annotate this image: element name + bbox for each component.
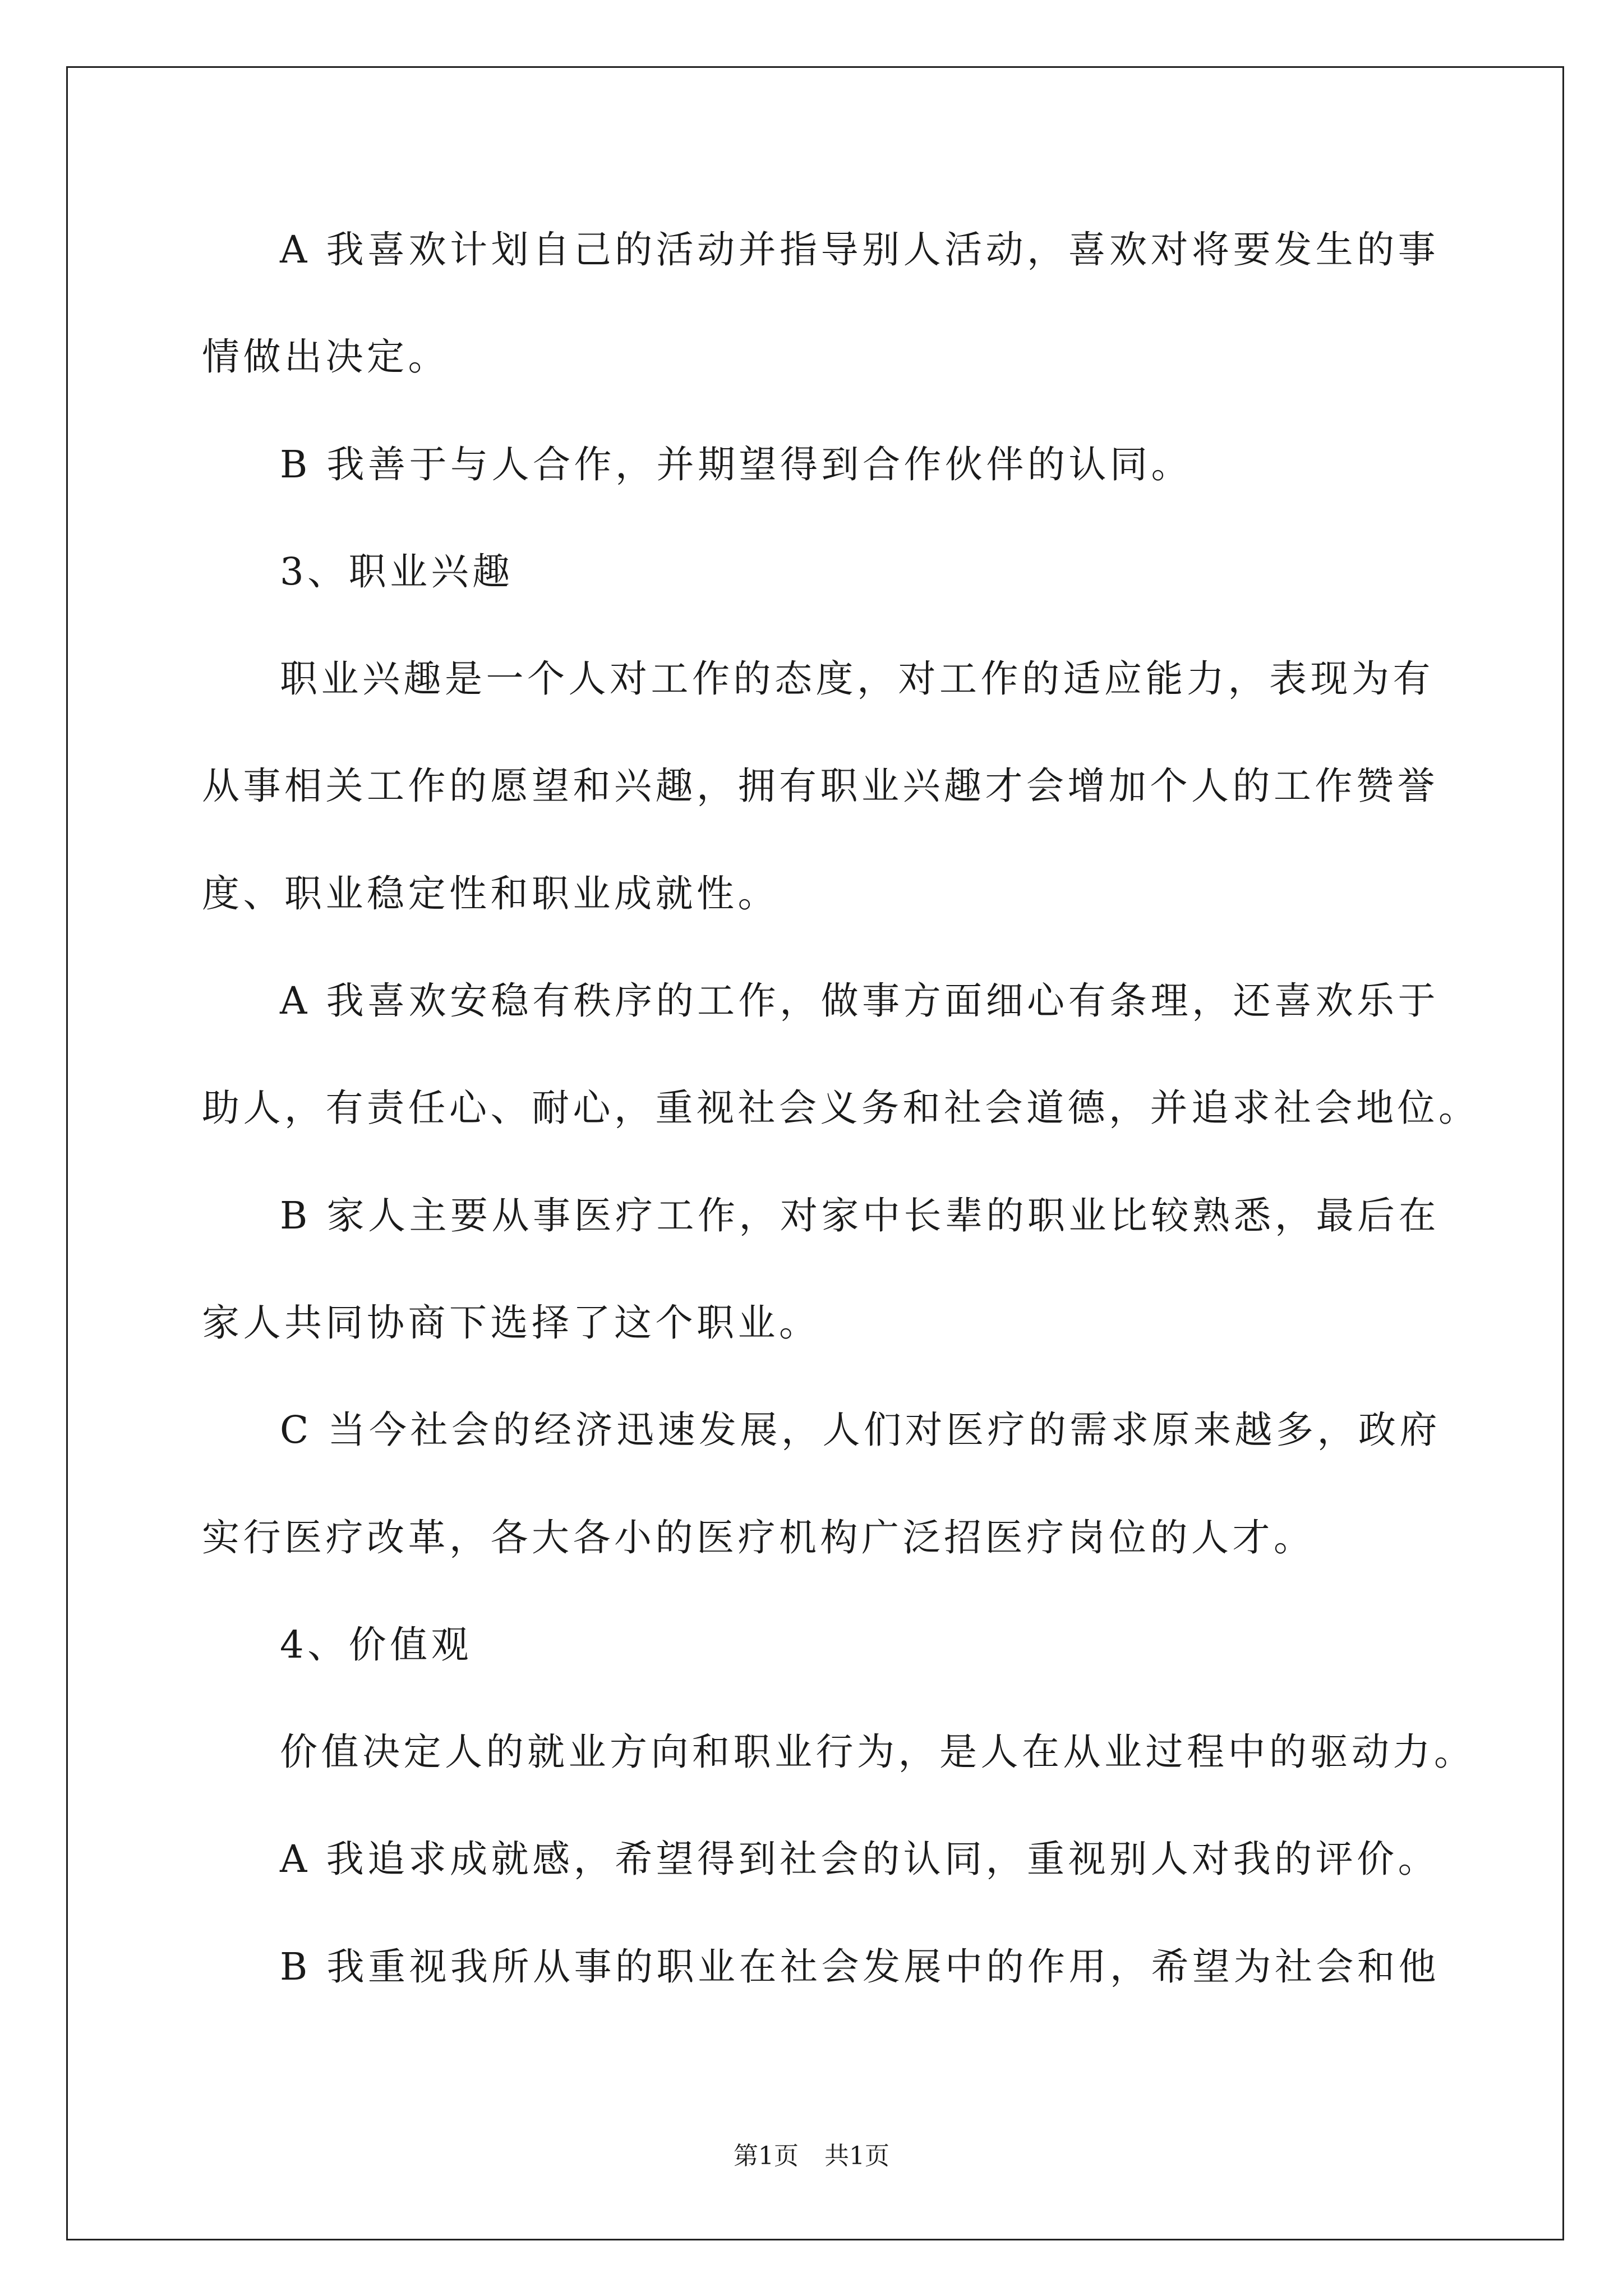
text-line: 3、职业兴趣	[280, 549, 514, 593]
paragraph	[202, 1162, 1525, 1377]
text-line: 家人共同协商下选择了这个职业。	[202, 1300, 820, 1345]
text-line: 实行医疗改革，各大各小的医疗机构广泛招医疗岗位的人才。	[202, 1515, 1315, 1559]
paragraph	[202, 1699, 1525, 1806]
text-line: 职业兴趣是一个人对工作的态度，对工作的适应能力，表现为有	[280, 657, 1434, 701]
text-line: 度、职业稳定性和职业成就性。	[202, 871, 779, 915]
paragraph	[202, 1591, 1525, 1699]
text-line: 情做出决定。	[202, 335, 449, 379]
text-line: B 家人主要从事医疗工作，对家中长辈的职业比较熟悉，最后在	[280, 1193, 1440, 1237]
text-line: A 我追求成就感，希望得到社会的认同，重视别人对我的评价。	[280, 1837, 1440, 1881]
page-footer	[0, 2139, 1623, 2173]
current-page-label: 第1页	[734, 2142, 799, 2170]
text-line: A 我喜欢安稳有秩序的工作，做事方面细心有条理，还喜欢乐于	[280, 979, 1440, 1023]
document-body	[202, 196, 1525, 2021]
text-line: 助人，有责任心、耐心，重视社会义务和社会道德，并追求社会地位。	[202, 1086, 1480, 1130]
paragraph	[202, 196, 1525, 411]
text-line: B 我重视我所从事的职业在社会发展中的作用，希望为社会和他	[280, 1944, 1440, 1989]
text-line: A 我喜欢计划自己的活动并指导别人活动，喜欢对将要发生的事	[280, 228, 1440, 272]
text-line: 4、价值观	[280, 1622, 473, 1667]
paragraph	[202, 518, 1525, 625]
text-line: C 当今社会的经济迅速发展，人们对医疗的需求原来越多，政府	[280, 1408, 1441, 1452]
paragraph	[202, 411, 1525, 518]
text-line: B 我善于与人合作，并期望得到合作伙伴的认同。	[280, 442, 1193, 486]
text-line: 价值决定人的就业方向和职业行为，是人在从业过程中的驱动力。	[280, 1730, 1476, 1774]
paragraph	[202, 1806, 1525, 1913]
paragraph	[202, 1377, 1525, 1591]
text-line: 从事相关工作的愿望和兴趣，拥有职业兴趣才会增加个人的工作赞誉	[202, 764, 1438, 808]
paragraph	[202, 947, 1525, 1162]
total-pages-label: 共1页	[824, 2142, 889, 2170]
paragraph	[202, 1913, 1525, 2021]
paragraph	[202, 625, 1525, 947]
